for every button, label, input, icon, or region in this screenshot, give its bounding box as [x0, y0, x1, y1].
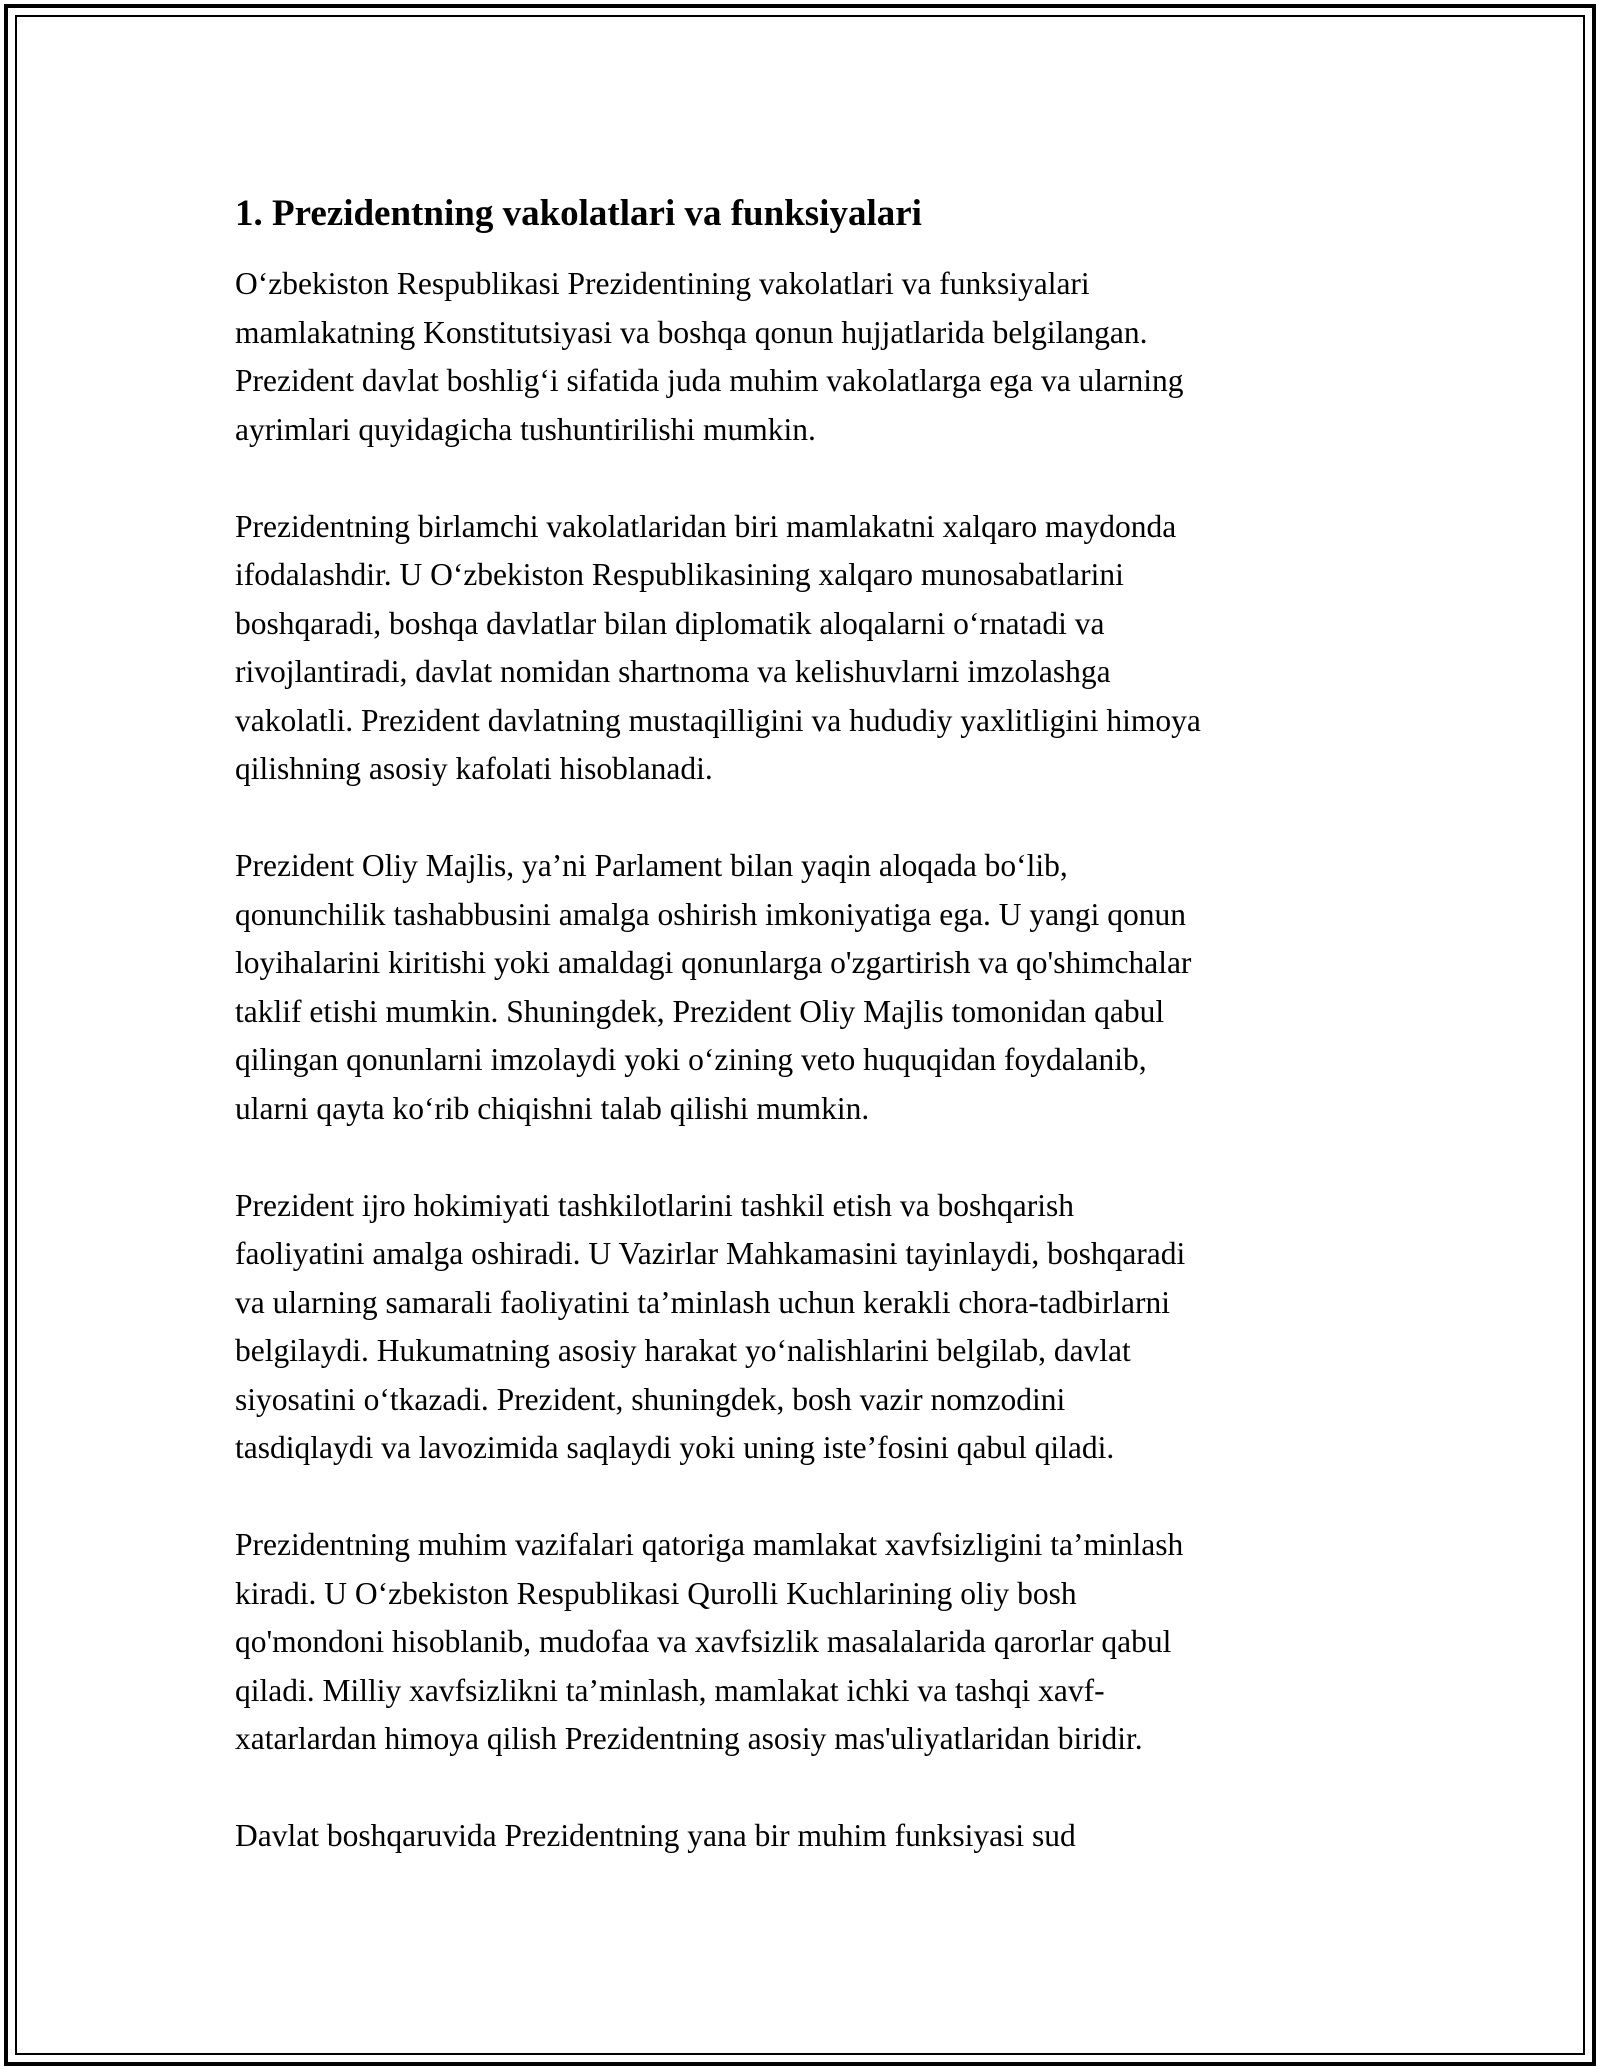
text-line: qilishning asosiy kafolati hisoblanadi. — [235, 751, 713, 786]
text-line: xatarlardan himoya qilish Prezidentning asosiy mas'uliyatlaridan biridir. — [235, 1721, 1143, 1756]
text-line: qilingan qonunlarni imzolaydi yoki o‘zining veto huquqidan foydalanib, — [235, 1042, 1147, 1077]
text-line: faoliyatini amalga oshiradi. U Vazirlar Mahkamasini tayinlaydi, boshqaradi — [235, 1236, 1186, 1271]
text-line: O‘zbekiston Respublikasi Prezidentining vakolatlari va funksiyalari — [235, 266, 1090, 301]
paragraph-judicial — [235, 1812, 1375, 1861]
text-line: Prezident ijro hokimiyati tashkilotlarini tashkil etish va boshqarish — [235, 1187, 1074, 1223]
text-line: Prezidentning birlamchi vakolatlaridan biri mamlakatni xalqaro maydonda — [235, 508, 1177, 544]
text-line: kiradi. U O‘zbekiston Respublikasi Qurolli Kuchlarining oliy bosh — [235, 1575, 1077, 1611]
text-line: rivojlantiradi, davlat nomidan shartnoma va kelishuvlarni imzolashga — [235, 654, 1111, 689]
section-heading: 1. Prezidentning vakolatlari va funksiyalari — [235, 193, 922, 234]
text-line: belgilaydi. Hukumatning asosiy harakat yo‘nalishlarini belgilab, davlat — [235, 1333, 1131, 1368]
text-line: Davlat boshqaruvida Prezidentning yana bir muhim funksiyasi sud — [235, 1818, 1076, 1853]
text-line: siyosatini o‘tkazadi. Prezident, shuningdek, bosh vazir nomzodini — [235, 1381, 1066, 1417]
text-line: Prezident davlat boshlig‘i sifatida juda muhim vakolatlarga ega va ularning — [235, 363, 1184, 398]
paragraph-executive — [235, 1182, 1375, 1473]
text-line: qo'mondoni hisoblanib, mudofaa va xavfsizlik masalalarida qarorlar qabul — [235, 1624, 1172, 1659]
text-line: Prezidentning muhim vazifalari qatoriga mamlakat xavfsizligini ta’minlash — [235, 1527, 1184, 1562]
text-line: qonunchilik tashabbusini amalga oshirish imkoniyatiga ega. U yangi qonun — [235, 896, 1186, 932]
text-line: va ularning samarali faoliyatini ta’minlash uchun kerakli chora-tadbirlarni — [235, 1284, 1171, 1320]
paragraph-security — [235, 1521, 1375, 1764]
text-line: Prezident Oliy Majlis, ya’ni Parlament bilan yaqin aloqada bo‘lib, — [235, 848, 1068, 883]
text-line: qiladi. Milliy xavfsizlikni ta’minlash, mamlakat ichki va tashqi xavf- — [235, 1672, 1105, 1708]
text-line: boshqaradi, boshqa davlatlar bilan diplomatik aloqalarni o‘rnatadi va — [235, 605, 1105, 641]
paragraph-intro — [235, 260, 1375, 454]
text-line: loyihalarini kiritishi yoki amaldagi qonunlarga o'zgartirish va qo'shimchalar — [235, 945, 1192, 980]
text-line: ayrimlari quyidagicha tushuntirilishi mumkin. — [235, 411, 816, 447]
text-line: vakolatli. Prezident davlatning mustaqilligini va hududiy yaxlitligini himoya — [235, 702, 1201, 738]
document-body — [235, 186, 1375, 1909]
paragraph-parliament — [235, 842, 1375, 1133]
text-line: mamlakatning Konstitutsiyasi va boshqa qonun hujjatlarida belgilangan. — [235, 314, 1148, 350]
text-line: ifodalashdir. U O‘zbekiston Respublikasining xalqaro munosabatlarini — [235, 557, 1124, 592]
paragraph-international-relations — [235, 503, 1375, 794]
text-line: ularni qayta ko‘rib chiqishni talab qilishi mumkin. — [235, 1090, 870, 1126]
text-line: tasdiqlaydi va lavozimida saqlaydi yoki uning iste’fosini qabul qiladi. — [235, 1430, 1115, 1465]
text-line: taklif etishi mumkin. Shuningdek, Prezident Oliy Majlis tomonidan qabul — [235, 993, 1165, 1029]
